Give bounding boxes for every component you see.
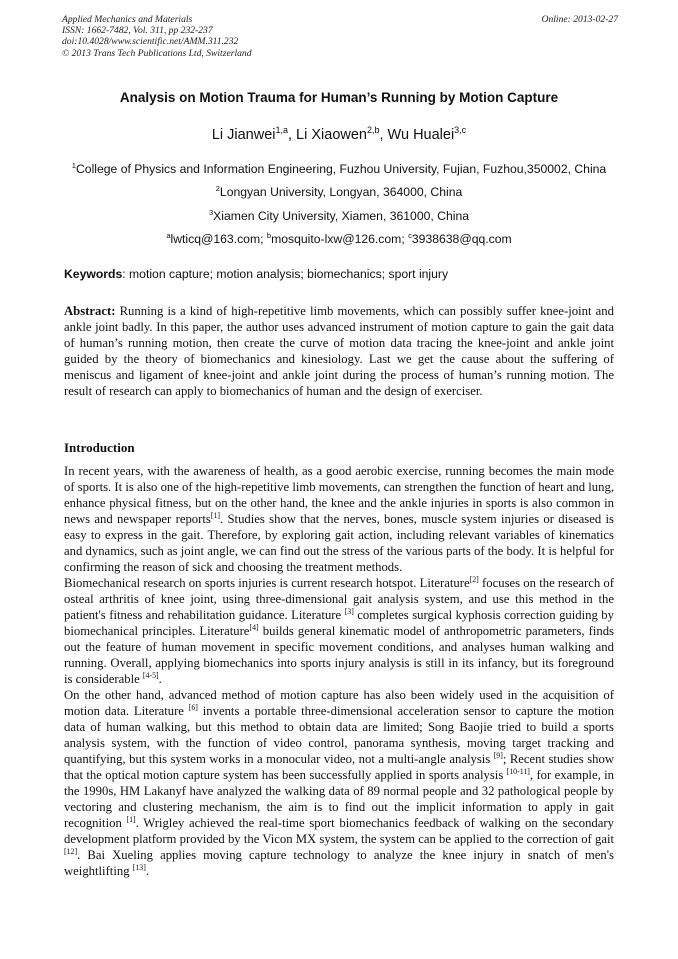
paragraph-text: . [158, 672, 162, 686]
paragraph-text: builds general kinematic model of anthropometric parameters, finds out the feature of human movement in specific movement conditions, and analyses human walking and running. Overall, applying biomechanics into sports injury analysis is still in its infancy, but its foreground is considerable [64, 624, 614, 686]
citation-ref: [2] [469, 574, 479, 584]
author: Li Xiaowen$^{2,b}$, [296, 125, 388, 143]
journal-name: Applied Mechanics and Materials [62, 14, 193, 25]
author-list [40, 127, 638, 143]
citation-ref: [3] [344, 606, 354, 616]
doi-line: doi:10.4028/www.scientific.net/AMM.311.232 [62, 36, 239, 48]
introduction-body [64, 463, 614, 879]
journal-header [62, 14, 618, 59]
citation-ref: [4] [249, 622, 259, 632]
paragraph-text: . [145, 864, 149, 878]
paper-title: Analysis on Motion Trauma for Human’s Running by Motion Capture [119, 90, 559, 105]
paragraph-text: . Wrigley achieved the real-time sport biomechanics feedback of walking on the secondary development platform provided by the Vicon MX system, the system can be applied to the correction of gait [64, 816, 614, 846]
introduction-heading: Introduction [64, 440, 135, 455]
intro-paragraph [64, 687, 614, 879]
paragraph-text: ; Recent studies show that the optical motion capture system has been successfully applied in sports analysis [64, 752, 614, 782]
paragraph-text: completes surgical kyphosis correction guiding by biomechanical principles. Literature [64, 608, 614, 638]
paragraph-text: In recent years, with the awareness of health, as a good aerobic exercise, running becomes the main mode of sports. It is also one of the high-repetitive limb movements, can strengthen the function of heart and lung, enhance physical fitness, but on the other hand, the knee and the ankle injuries in sports is also common in news and newspaper reports [64, 464, 615, 526]
keywords-text: : motion capture; motion analysis; biomechanics; sport injury [122, 267, 449, 281]
citation-ref: [1] [210, 510, 221, 520]
abstract-label: Abstract: [64, 304, 116, 318]
citation-ref: [6] [188, 702, 198, 712]
paragraph-text: Biomechanical research on sports injuries is current research hotspot. Literature [64, 576, 470, 590]
paragraph-text: On the other hand, advanced method of motion capture has also been widely used in the acquisition of motion data. Literature [64, 688, 614, 718]
abstract-text: Running is a kind of high-repetitive limb movements, which can possibly suffer knee-joint and ankle joint badly. In this paper, the author uses advanced instrument of motion capture to gain the gait data of human’s running motion, then create the curve of motion data tracing the knee-joint and ankle joint guided by the theory of biomechanics and kinesiology. Last we get the cause about the suffering of meniscus and ligament of knee-joint and ankle joint during the process of human’s running motion. The result of research can apply to biomechanics of human and the design of exerciser. [64, 304, 614, 398]
intro-paragraph [64, 575, 614, 687]
keywords [64, 267, 620, 281]
citation-ref: [9] [493, 750, 503, 760]
affiliation-3: $^3$Xiamen City University, Xiamen, 361000, China [208, 207, 470, 223]
copyright-line: © 2013 Trans Tech Publications Ltd, Switzerland [62, 47, 252, 59]
affiliation-1: $^1$College of Physics and Information Engineering, Fuzhou University, Fujian, Fuzhou,350002, China [71, 160, 607, 176]
author: Li Jianwei$^{1,a}$, [211, 125, 297, 143]
abstract [64, 303, 614, 399]
paragraph-text: . Bai Xueling applies moving capture technology to analyze the knee injury in snatch of men's weightlifting [64, 848, 614, 878]
citation-ref: [12] [64, 846, 78, 856]
paragraph-text: , for example, in the 1990s, HM Lakanyf have analyzed the walking data of 89 normal people and 32 pathological people by vectoring and clustering mechanism, the aim is to find out the implicit information to apply in gait recognition [64, 768, 614, 830]
paragraph-text: focuses on the research of osteal arthritis of knee joint, using three-dimensional gait analysis system, and use this method in the patient's fitness and rehabilitation guidance. Literature [64, 576, 614, 622]
paragraph-text: . Studies show that the nerves, bones, muscle system injuries or diseased is easy to express in the gait. Therefore, by exploring gait action, including relevant variables of kinematics and dynamics, such as joint angle, we can find out the stress of the various parts of the body. It is helpful for confirming the reason of sick and choosing the treatment methods. [64, 512, 614, 574]
author: Wu Hualei$^{3,c}$ [387, 125, 467, 143]
keywords-label: Keywords [64, 267, 123, 281]
citation-ref: [4-5] [142, 670, 159, 680]
issn-line: ISSN: 1662-7482, Vol. 311, pp 232-237 [62, 25, 213, 37]
citation-ref: [10-11] [506, 766, 530, 776]
citation-ref: [13] [132, 862, 146, 872]
intro-paragraph [64, 463, 614, 575]
citation-ref: [1] [126, 814, 136, 824]
paragraph-text: invents a portable three-dimensional acceleration sensor to capture the motion data of human walking, but this method to obtain data are limited; Song Baojie tried to build a sports analysis system, with the function of video control, panorama synthesis, moving target tracking and quantifying, but this system works in a monocular video, not a multi-angle analysis [64, 704, 614, 766]
email-line: $^a$lwticq@163.com; $^b$mosquito-lxw@126.com; $^c$3938638@qq.com [166, 230, 512, 246]
affiliation-2: $^2$Longyan University, Longyan, 364000, China [215, 183, 463, 199]
online-date: Online: 2013-02-27 [541, 14, 618, 25]
